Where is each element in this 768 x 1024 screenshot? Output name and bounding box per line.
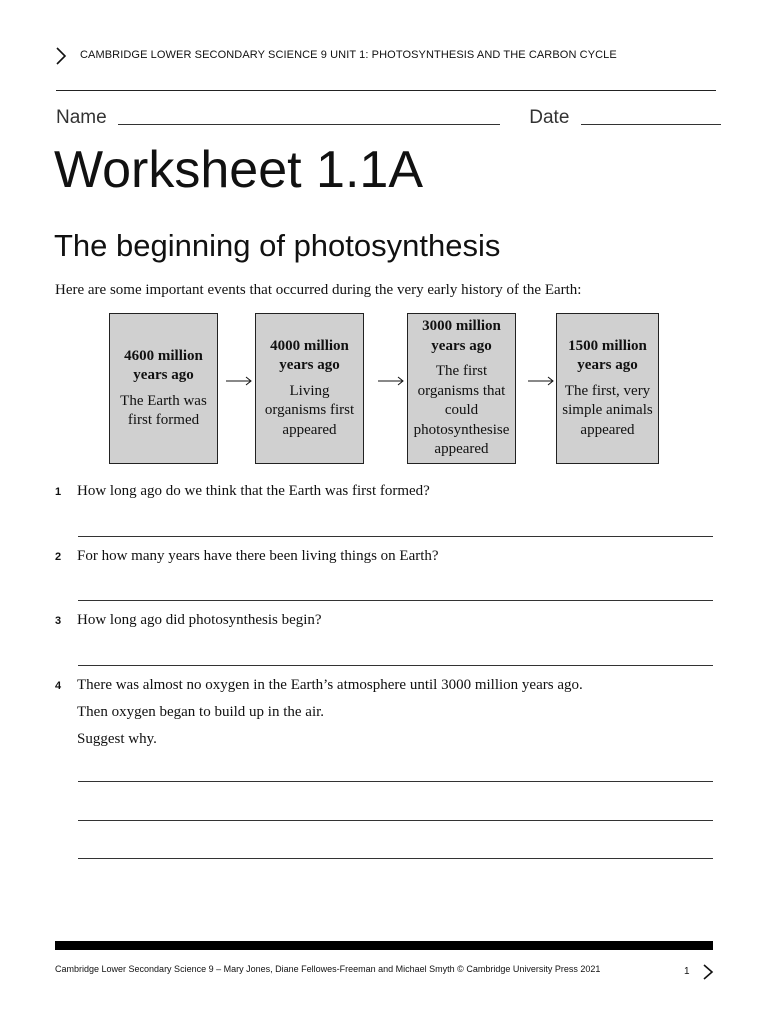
- timeline-event: The Earth was first formed: [120, 392, 207, 428]
- footer-credit: Cambridge Lower Secondary Science 9 – Mary Jones, Diane Fellowes-Freeman and Michael Smyth © Cambridge University Press 2021: [55, 964, 601, 974]
- timeline-date: 3000 million years ago: [422, 318, 501, 354]
- answer-line[interactable]: [78, 665, 713, 666]
- question-text: How long ago did photosynthesis begin?: [77, 612, 322, 628]
- timeline-event: The first organisms that could photosynthesise appeared: [413, 363, 510, 458]
- timeline-box: [109, 313, 218, 464]
- running-title: CAMBRIDGE LOWER SECONDARY SCIENCE 9 UNIT 1: PHOTOSYNTHESIS AND THE CARBON CYCLE: [80, 49, 617, 61]
- chevron-right-icon[interactable]: [702, 963, 714, 981]
- timeline-event: The first, very simple animals appeared: [562, 382, 653, 438]
- question-text: Then oxygen began to build up in the air.: [77, 704, 325, 720]
- question-number: 4: [55, 680, 62, 692]
- answer-line[interactable]: [78, 781, 713, 782]
- arrow-right-icon: [527, 374, 555, 388]
- answer-line[interactable]: [78, 820, 713, 821]
- question-text: For how many years have there been living things on Earth?: [77, 548, 439, 564]
- intro-text: Here are some important events that occurred during the very early history of the Earth:: [55, 282, 582, 298]
- answer-line[interactable]: [78, 536, 713, 537]
- timeline-date: 4000 million years ago: [270, 337, 349, 374]
- running-header: [54, 44, 716, 68]
- question-text: There was almost no oxygen in the Earth’s atmosphere until 3000 million years ago.: [77, 677, 583, 693]
- arrow-right-icon: [377, 374, 405, 388]
- question-text: Suggest why.: [77, 731, 157, 747]
- name-field[interactable]: [118, 104, 500, 125]
- arrow-right-icon: [225, 374, 253, 388]
- date-label: Date: [529, 107, 570, 128]
- timeline-box: [407, 313, 516, 464]
- name-label: Name: [56, 107, 107, 128]
- timeline-box: [556, 313, 659, 464]
- timeline-date: 4600 million years ago: [124, 347, 203, 383]
- footer-bar: [55, 941, 713, 950]
- question-number: 2: [55, 551, 62, 563]
- worksheet-title: Worksheet 1.1A: [54, 141, 424, 199]
- name-date-row: [56, 104, 721, 129]
- page-number: 1: [684, 966, 690, 977]
- worksheet-subtitle: The beginning of photosynthesis: [54, 228, 501, 263]
- question-number: 3: [55, 615, 62, 627]
- timeline-event: Living organisms first appeared: [264, 382, 355, 438]
- chevron-right-icon[interactable]: [54, 46, 68, 66]
- answer-line[interactable]: [78, 600, 713, 601]
- answer-line[interactable]: [78, 858, 713, 859]
- timeline-box: [255, 313, 364, 464]
- question-number: 1: [55, 486, 62, 498]
- timeline-date: 1500 million years ago: [568, 337, 647, 374]
- question-text: How long ago do we think that the Earth was first formed?: [77, 483, 430, 499]
- date-field[interactable]: [581, 104, 721, 125]
- header-divider: [56, 90, 716, 91]
